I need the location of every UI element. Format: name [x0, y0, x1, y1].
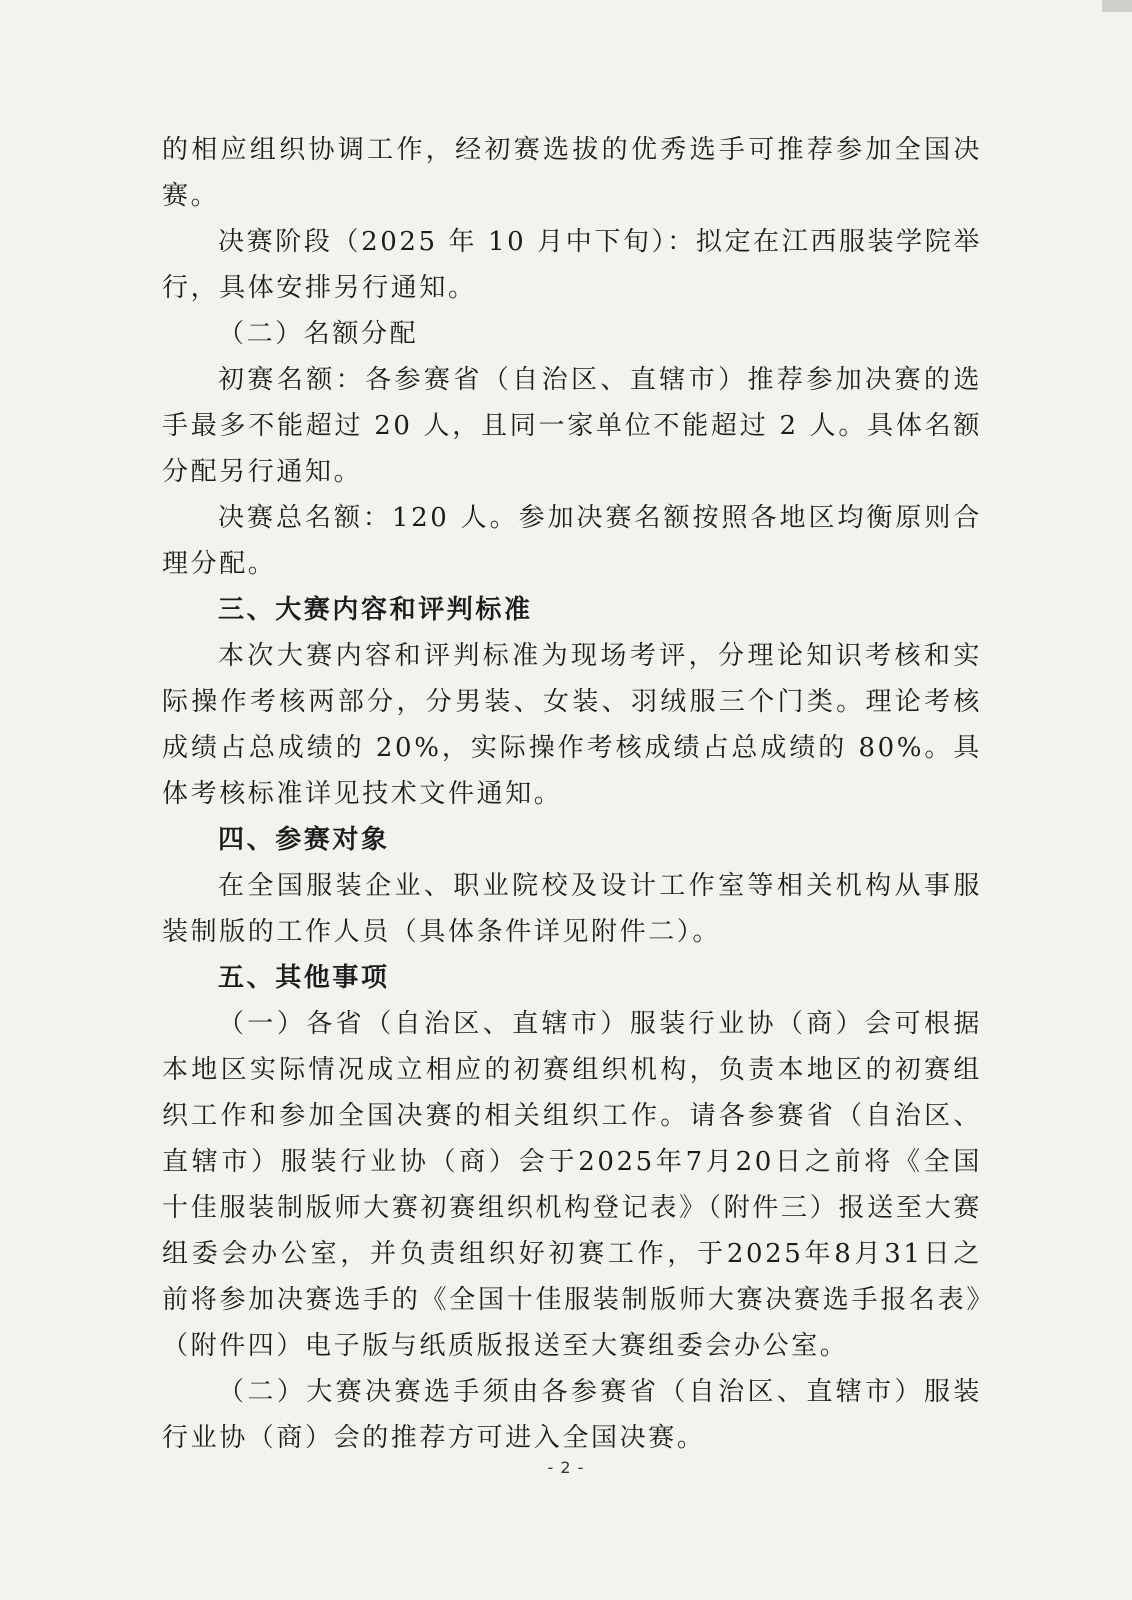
- page-number: - 2 -: [547, 1458, 585, 1477]
- heading-participants: 四、参赛对象: [218, 825, 390, 855]
- paragraph-final-quota: 决赛总名额：120 人。参加决赛名额按照各地区均衡原则合理分配。: [162, 503, 982, 579]
- document-body: [162, 127, 982, 1461]
- paragraph-preliminary-quota: 初赛名额：各参赛省（自治区、直辖市）推荐参加决赛的选手最多不能超过 20 人，且同一家单位不能超过 2 人。具体名额分配另行通知。: [162, 365, 982, 487]
- heading-other-matters: 五、其他事项: [218, 963, 390, 993]
- subheading-quota-allocation: （二）名额分配: [218, 319, 419, 349]
- paragraph-final-stage: 决赛阶段（2025 年 10 月中下旬）：拟定在江西服装学院举行，具体安排另行通知。: [162, 227, 982, 303]
- paragraph-other-matters-2: （二）大赛决赛选手须由各参赛省（自治区、直辖市）服装行业协（商）会的推荐方可进入全国决赛。: [162, 1377, 982, 1453]
- paragraph-other-matters-1: （一）各省（自治区、直辖市）服装行业协（商）会可根据本地区实际情况成立相应的初赛组织机构，负责本地区的初赛组织工作和参加全国决赛的相关组织工作。请各参赛省（自治区、直辖市）服装行业协（商）会于2025年7月20日之前将《全国十佳服装制版师大赛初赛组织机构登记表》（附件三）报送至大赛组委会办公室，并负责组织好初赛工作，于2025年8月31日之前将参加决赛选手的《全国十佳服装制版师大赛决赛选手报名表》（附件四）电子版与纸质版报送至大赛组委会办公室。: [162, 1009, 982, 1361]
- scan-corner-mark: [1102, 0, 1132, 12]
- paragraph-participants: 在全国服装企业、职业院校及设计工作室等相关机构从事服装制版的工作人员（具体条件详见附件二）。: [162, 871, 982, 947]
- heading-contest-content: 三、大赛内容和评判标准: [218, 595, 533, 625]
- paragraph-continuation: 的相应组织协调工作，经初赛选拔的优秀选手可推荐参加全国决赛。: [162, 135, 982, 211]
- paragraph-contest-content: 本次大赛内容和评判标准为现场考评，分理论知识考核和实际操作考核两部分，分男装、女装、羽绒服三个门类。理论考核成绩占总成绩的 20%，实际操作考核成绩占总成绩的 80%。具体考核标准详见技术文件通知。: [162, 641, 982, 809]
